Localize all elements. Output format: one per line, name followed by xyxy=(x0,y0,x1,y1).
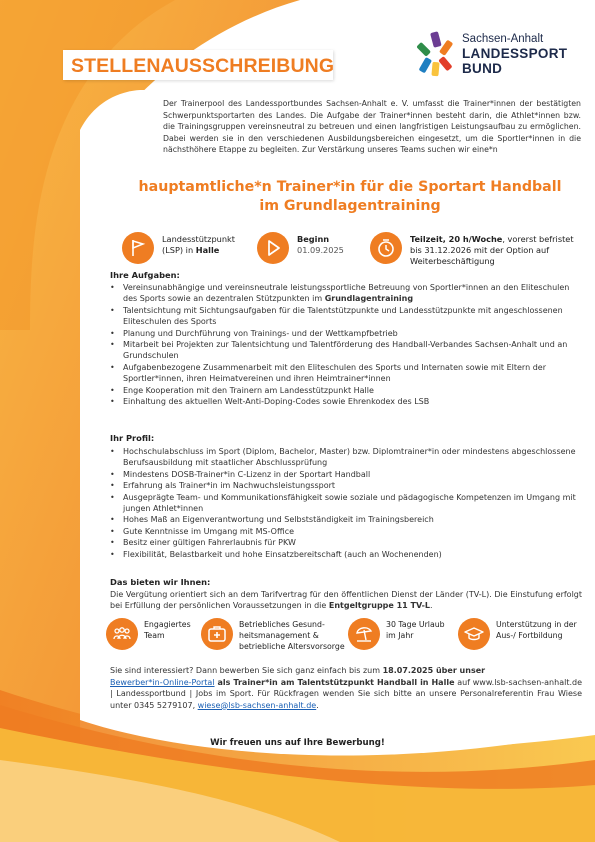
list-item: • Vereinsunabhängige und vereinsneutrale leistungssportliche Betreuung von Sportler*innen an den Eliteschulen des Sports sowie an dezentralen Stützpunkten im Grundlagentraining xyxy=(110,282,580,305)
email-link[interactable]: wiese@lsb-sachsen-anhalt.de xyxy=(197,700,317,710)
graduation-icon xyxy=(458,618,490,650)
list-item: • Planung und Durchführung von Trainings- und der Wettkampfbetrieb xyxy=(110,328,580,339)
benefit-vacation xyxy=(348,618,458,658)
list-item: • Talentsichtung mit Sichtungsaufgaben für die Talentstützpunkte und Landesstützpunkte mit angeschlossenen Eliteschulen des Sports xyxy=(110,305,580,328)
benefits-row xyxy=(106,618,586,658)
logo-line-1: Sachsen-Anhalt xyxy=(462,33,544,45)
time-info xyxy=(370,232,585,272)
benefit-training xyxy=(458,618,586,658)
job-info-row xyxy=(122,232,582,272)
location-info xyxy=(122,232,262,272)
clock-icon xyxy=(370,232,402,264)
profile-list xyxy=(110,446,580,560)
list-item: • Besitz einer gültigen Fahrerlaubnis für PKW xyxy=(110,537,580,548)
list-item: • Ausgeprägte Team- und Kommunikationsfähigkeit sowie soziale und pädagogische Kompetenzen im Umgang mit jungen Athlet*innen xyxy=(110,492,580,515)
benefit-team-line1: Engagiertes xyxy=(144,620,191,629)
title-banner xyxy=(63,50,333,80)
benefit-training-line1: Unterstützung in der xyxy=(496,620,577,629)
logo-wordmark xyxy=(462,32,567,76)
closing-line: Wir freuen uns auf Ihre Bewerbung! xyxy=(210,738,385,748)
offer-heading: Das bieten wir Ihnen: xyxy=(110,577,211,587)
benefit-health-line1: Betriebliches Gesund- xyxy=(239,620,325,629)
benefit-health-line2: heitsmanagement & xyxy=(239,630,319,640)
time-label: Teilzeit, 20 h/Woche xyxy=(410,234,503,244)
logo-line-3: BUND xyxy=(462,61,503,76)
list-item: • Einhaltung des aktuellen Welt-Anti-Doping-Codes sowie Ehrenkodex des LSB xyxy=(110,396,580,407)
team-icon xyxy=(106,618,138,650)
location-city: Halle xyxy=(195,245,220,255)
application-paragraph: Sie sind interessiert? Dann bewerben Sie sich ganz einfach bis zum 18.07.2025 über unser Bewerber*in-Online-Portal als Trainer*in am Talentstützpunkt Handball in Halle auf www.lsb-sachsen-anhalt.de | Landessportbund | Jobs im Sport. Für Rückfragen wenden Sie sich bitte an unsere Personalreferentin Frau Wiese unter 0345 5279107, wiese@lsb-sachsen-anhalt.de. xyxy=(110,666,582,710)
tasks-heading: Ihre Aufgaben: xyxy=(110,270,180,280)
logo-line-2: LANDESSPORT xyxy=(462,46,568,61)
list-item: • Mindestens DOSB-Trainer*in C-Lizenz in der Sportart Handball xyxy=(110,469,580,480)
list-item: • Mitarbeit bei Projekten zur Talentsichtung und Talentförderung des Handball-Verbandes Sachsen-Anhalt und an Grundschulen xyxy=(110,339,580,362)
profile-heading: Ihr Profil: xyxy=(110,433,155,443)
list-item: • Flexibilität, Belastbarkeit und hohe Einsatzbereitschaft (auch an Wochenenden) xyxy=(110,549,580,560)
offer-text: Die Vergütung orientiert sich an dem Tarifvertrag für den öffentlichen Dienst der Länder (TV-L). Die Einstufung erfolgt bei Erfüllung der persönlichen Voraussetzungen in die Entgeltgruppe 11 TV-L. xyxy=(110,590,582,611)
first-aid-icon xyxy=(201,618,233,650)
location-pre: (LSP) in xyxy=(162,245,196,255)
online-portal-link[interactable]: Bewerber*in-Online-Portal xyxy=(110,677,215,687)
list-item: • Hohes Maß an Eigenverantwortung und Selbstständigkeit im Trainingsbereich xyxy=(110,514,580,525)
job-headline xyxy=(110,178,590,216)
list-item: • Aufgabenbezogene Zusammenarbeit mit den Eliteschulen des Sports und Internaten sowie mit Eltern der Sportler*innen, ihren Heimatvereinen und ihren Heimtrainer*innen xyxy=(110,362,580,385)
list-item: • Erfahrung als Trainer*in im Nachwuchsleistungssport xyxy=(110,480,580,491)
list-item: • Gute Kenntnisse im Umgang mit MS-Office xyxy=(110,526,580,537)
page-title: STELLENAUSSCHREIBUNG xyxy=(71,55,335,77)
start-info xyxy=(257,232,367,272)
intro-paragraph: Der Trainerpool des Landessportbundes Sachsen-Anhalt e. V. umfasst die Trainer*innen der bestätigten Schwerpunktsportarten des Landes. Die Aufgabe der Trainer*innen besteht darin, die Athlet*innen bzw. die Trainingsgruppen vereinsneutral zu betreuen und einen langfristigen Leistungsaufbau zu ermöglichen. Dabei werden sie in den verschiedenen Ausbildungsbereichen eingesetzt, um die Sportler*innen in die nächsthöhere Etappe zu begleiten. Zur Verstärkung unseres Teams suchen wir eine*n xyxy=(163,99,581,155)
benefit-training-line2: Aus-/ Fortbildung xyxy=(496,630,563,640)
lsb-logo xyxy=(412,30,572,80)
play-icon xyxy=(257,232,289,264)
time-rest: , vorerst befristet bis 31.12.2026 mit der Option auf Weiterbeschäftigung xyxy=(410,234,574,266)
benefit-health xyxy=(201,618,345,658)
flag-icon xyxy=(122,232,154,264)
lsb-logo-mark-icon xyxy=(412,30,460,78)
beach-icon xyxy=(348,618,380,650)
benefit-health-line3: betriebliche Altersvorsorge xyxy=(239,641,345,651)
tasks-list xyxy=(110,282,580,407)
job-headline-line-1: hauptamtliche*n Trainer*in für die Sportart Handball xyxy=(138,179,562,195)
list-item: • Enge Kooperation mit den Trainern am Landesstützpunkt Halle xyxy=(110,385,580,396)
benefit-team-line2: Team xyxy=(144,630,165,640)
benefit-team xyxy=(106,618,216,658)
start-date: 01.09.2025 xyxy=(297,245,344,255)
list-item: • Hochschulabschluss im Sport (Diplom, Bachelor, Master) bzw. Diplomtrainer*in oder mindestens abgeschlossene Berufsausbildung mit staatlicher Abschlussprüfung xyxy=(110,446,580,469)
benefit-vacation-line1: 30 Tage Urlaub xyxy=(386,620,445,629)
benefit-vacation-line2: im Jahr xyxy=(386,630,414,640)
job-headline-line-2: im Grundlagentraining xyxy=(259,198,441,214)
location-label: Landesstützpunkt xyxy=(162,234,235,244)
start-label: Beginn xyxy=(297,234,330,244)
